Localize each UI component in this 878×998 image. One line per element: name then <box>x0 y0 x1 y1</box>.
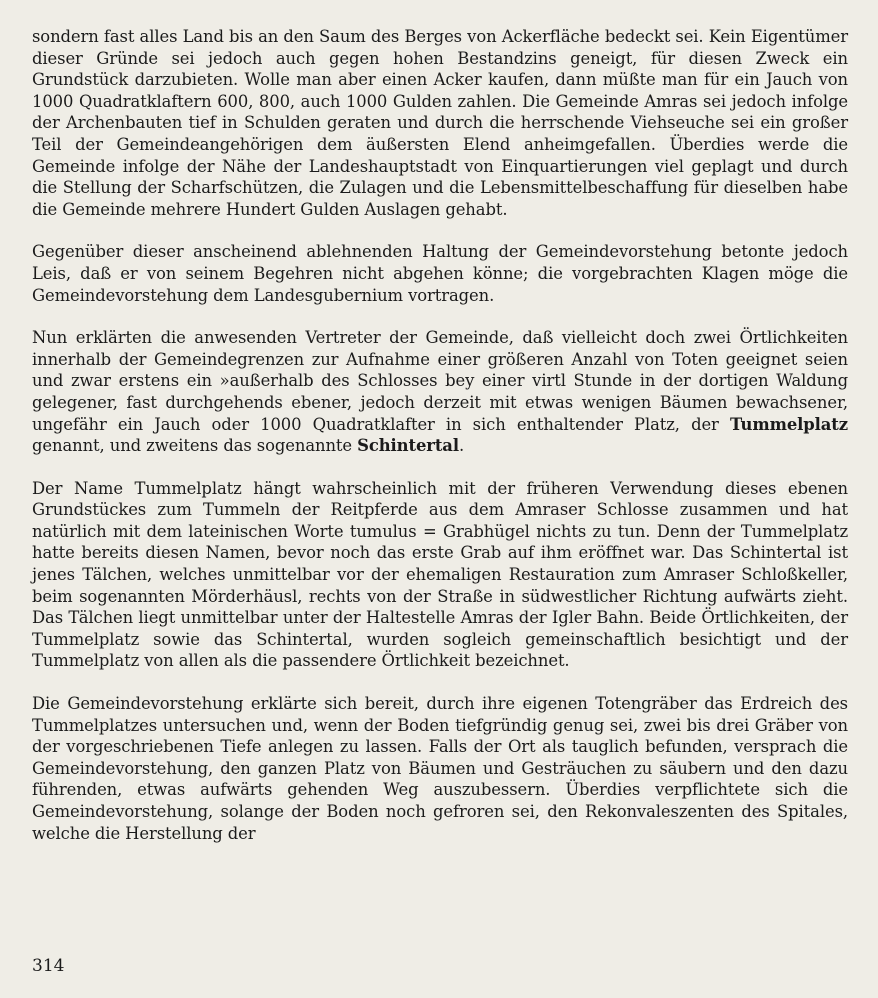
paragraph-text: Die Gemeindevorstehung erklärte sich bereit, durch ihre eigenen Totengräber das Erdreich des Tummelplatzes untersuchen und, wenn der Boden tiefgründig genug sei, zwei bis drei Gräber von der vorgeschriebenen Tiefe anlegen zu lassen. Falls der Ort als tauglich befunden, versprach die Gemeindevorstehung, den ganzen Platz von Bäumen und Gesträuchen zu säubern und den dazu führenden, etwas aufwärts gehenden Weg auszubessern. Überdies verpflichtete sich die Gemeindevorstehung, solange der Boden noch gefroren sei, den Rekonvaleszenten des Spitales, welche die Herstellung der <box>32 694 848 843</box>
paragraph-5 <box>32 693 848 844</box>
paragraph-4 <box>32 478 848 672</box>
paragraph-text: Der Name Tummelplatz hängt wahrscheinlich mit der früheren Verwendung dieses ebenen Grundstückes zum Tummeln der Reitpferde aus dem Amraser Schlosse zusammen und hat natürlich mit dem lateinischen Worte tumulus = Grabhügel nichts zu tun. Denn der Tummelplatz hatte bereits diesen Namen, bevor noch das erste Grab auf ihm eröffnet war. Das Schintertal ist jenes Tälchen, welches unmittelbar vor der ehemaligen Restauration zum Amraser Schloßkeller, beim sogenannten Mörderhäusl, rechts von der Straße in südwestlicher Richtung aufwärts zieht. Das Tälchen liegt unmittelbar unter der Haltestelle Amras der Igler Bahn. Beide Örtlichkeiten, der Tummelplatz sowie das Schintertal, wurden sogleich gemeinschaftlich besichtigt und der Tummelplatz von allen als die passendere Örtlichkeit bezeichnet. <box>32 478 848 671</box>
paragraph-text: sondern fast alles Land bis an den Saum des Berges von Ackerfläche bedeckt sei. Kein Eigentümer dieser Gründe sei jedoch auch gegen hohen Bestandzins geneigt, für diesen Zweck ein Grundstück darzubieten. Wolle man aber einen Acker kaufen, dann müßte man für ein Jauch von 1000 Quadratklaftern 600, 800, auch 1000 Gulden zahlen. Die Gemeinde Amras sei jedoch infolge der Archenbauten tief in Schulden geraten und durch die herrschende Viehseuche sei ein großer Teil der Gemeindeangehörigen dem äußersten Elend anheimgefallen. Überdies werde die Gemeinde infolge der Nähe der Landeshauptstadt von Einquartierungen viel geplagt und durch die Stellung der Scharfschützen, die Zulagen und die Lebensmittelbeschaffung für dieselben habe die Gemeinde mehrere Hundert Gulden Auslagen gehabt. <box>32 27 848 219</box>
paragraph-1 <box>32 26 848 220</box>
page-body <box>32 26 848 865</box>
paragraph-3 <box>32 327 848 457</box>
bold-term-schintertal: Schintertal <box>357 436 459 456</box>
paragraph-text: Nun erklärten die anwesenden Vertreter der Gemeinde, daß vielleicht doch zwei Örtlichkeiten innerhalb der Gemeindegrenzen zur Aufnahme einer größeren Anzahl von Toten geeignet seien und zwar erstens ein »außerhalb des Schlosses bey einer virtl Stunde in der dortigen Waldung gelegener, fast durchgehends ebener, jedoch derzeit mit etwas wenigen Bäumen bewachsener, ungefähr ein Jauch oder 1000 Quadratklafter in sich enthaltender Platz, der <box>32 328 848 434</box>
paragraph-text: Gegenüber dieser anscheinend ablehnenden Haltung der Gemeindevorstehung betonte jedoch Leis, daß er von seinem Begehren nicht abgehen könne; die vorgebrachten Klagen möge die Gemeindevorstehung dem Landesgubernium vortragen. <box>32 242 848 305</box>
bold-term-tummelplatz: Tummelplatz <box>729 414 848 434</box>
paragraph-text: genannt, und zweitens das sogenannte <box>32 436 358 456</box>
paragraph-2 <box>32 241 848 306</box>
paragraph-text: . <box>458 436 465 456</box>
page-number: 314 <box>32 956 65 976</box>
